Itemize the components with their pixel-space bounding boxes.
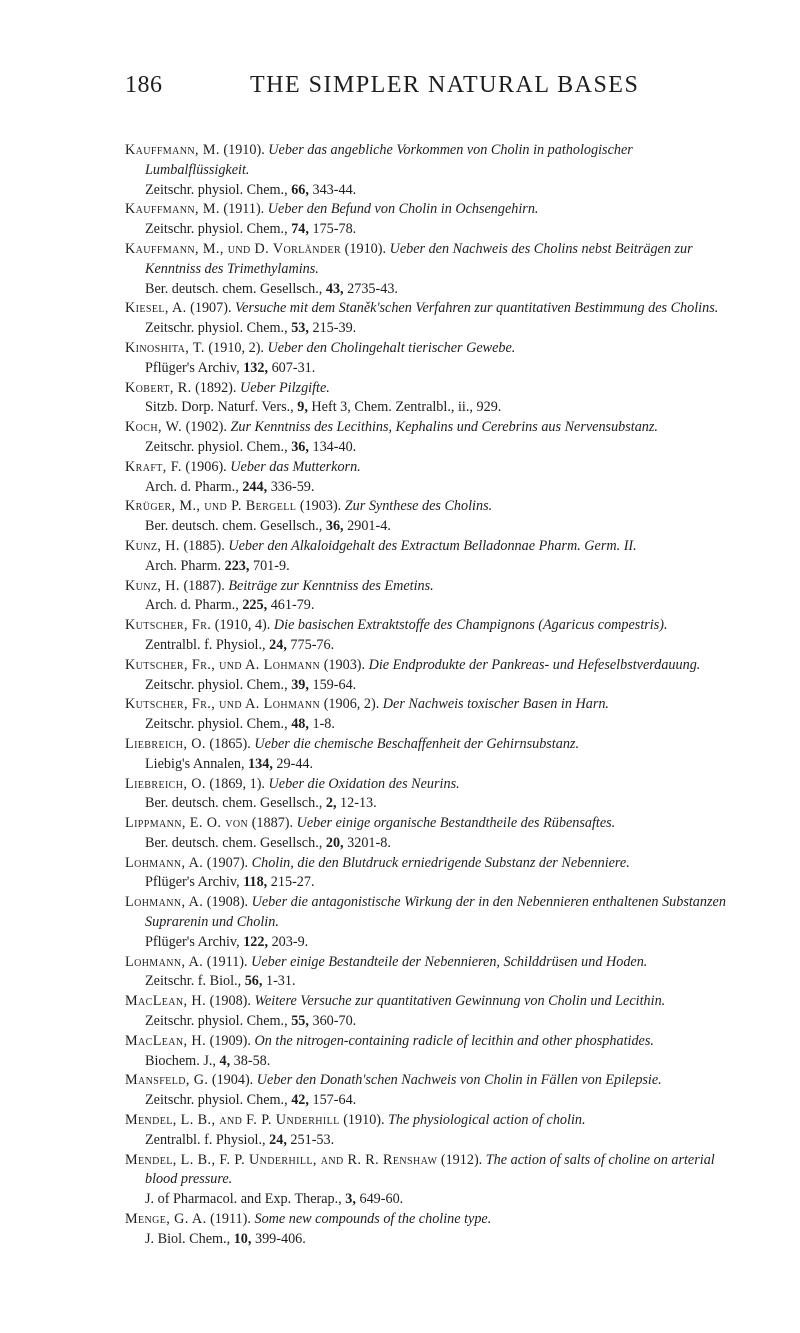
reference-volume: 2, bbox=[325, 795, 337, 812]
reference-author: Kunz, H. bbox=[125, 537, 180, 554]
reference-journal: J. of Pharmacol. and Exp. Therap., bbox=[145, 1191, 342, 1208]
reference-volume: 118, bbox=[243, 874, 268, 891]
reference-journal: Ber. deutsch. chem. Gesellsch., bbox=[145, 518, 323, 535]
reference-pages: 157-64. bbox=[312, 1092, 357, 1109]
reference-source bbox=[125, 794, 740, 814]
reference-author: Kraft, F. bbox=[125, 458, 182, 475]
reference-entry bbox=[125, 299, 740, 339]
reference-source bbox=[125, 478, 740, 498]
reference-source bbox=[125, 1091, 740, 1111]
reference-author: Liebreich, O. bbox=[125, 775, 206, 792]
reference-author: Kauffmann, M. bbox=[125, 142, 220, 158]
reference-title: Ueber den Alkaloidgehalt des Extractum Belladonnae Pharm. Germ. II. bbox=[228, 537, 637, 554]
reference-title: Ueber die chemische Beschaffenheit der Gehirnsubstanz. bbox=[254, 735, 580, 752]
reference-volume: 74, bbox=[291, 221, 309, 238]
reference-pages: 3201-8. bbox=[347, 834, 391, 851]
reference-year: (1902). bbox=[185, 419, 227, 436]
reference-title: Ueber den Cholingehalt tierischer Gewebe. bbox=[267, 339, 516, 356]
reference-year: (1906). bbox=[185, 458, 227, 475]
reference-author: Kutscher, Fr., und A. Lohmann bbox=[125, 656, 321, 673]
reference-year: (1887). bbox=[183, 577, 225, 594]
reference-author: Lohmann, A. bbox=[125, 953, 204, 970]
reference-year: (1903). bbox=[299, 498, 342, 515]
reference-year: (1903). bbox=[323, 656, 366, 673]
reference-year: (1911). bbox=[223, 201, 265, 218]
reference-citation bbox=[125, 992, 740, 1012]
reference-year: (1910, 2). bbox=[208, 339, 264, 356]
reference-volume: 134, bbox=[248, 755, 273, 772]
reference-journal: Zentralbl. f. Physiol., bbox=[145, 636, 266, 653]
reference-pages: 203-9. bbox=[271, 933, 309, 950]
reference-title: Die basischen Extraktstoffe des Champignons (Agaricus compestris). bbox=[273, 617, 668, 634]
reference-title: Ueber Pilzgifte. bbox=[240, 379, 330, 396]
reference-title: Ueber den Donath'schen Nachweis von Cholin in Fällen von Epilepsie. bbox=[256, 1072, 662, 1089]
reference-pages: 2901-4. bbox=[347, 518, 391, 535]
reference-year: (1909). bbox=[209, 1032, 251, 1049]
reference-volume: 9, bbox=[297, 399, 308, 416]
reference-source bbox=[125, 596, 740, 616]
reference-journal: Ber. deutsch. chem. Gesellsch., bbox=[145, 280, 323, 297]
reference-title: Ueber die antagonistische Wirkung der in den Nebennieren enthaltenen Substanzen Suprarenin und Cholin. bbox=[145, 894, 726, 931]
reference-year: (1865). bbox=[209, 735, 251, 752]
reference-author: Krüger, M., und P. Bergell bbox=[125, 498, 297, 515]
reference-pages: 701-9. bbox=[252, 557, 290, 574]
reference-source bbox=[125, 438, 740, 458]
reference-entry bbox=[125, 200, 740, 240]
reference-pages: 607-31. bbox=[271, 359, 316, 376]
reference-year: (1912). bbox=[440, 1151, 483, 1168]
reference-journal: Zeitschr. physiol. Chem., bbox=[145, 320, 288, 337]
running-head: THE SIMPLER NATURAL BASES bbox=[250, 72, 640, 98]
reference-volume: 36, bbox=[291, 438, 309, 455]
reference-entry bbox=[125, 616, 740, 656]
reference-pages: 399-406. bbox=[254, 1230, 306, 1247]
reference-journal: Arch. d. Pharm., bbox=[145, 597, 239, 614]
reference-pages: 336-59. bbox=[270, 478, 315, 495]
reference-author: Lohmann, A. bbox=[125, 854, 204, 871]
reference-entry bbox=[125, 695, 740, 735]
reference-source bbox=[125, 319, 740, 339]
reference-volume: 132, bbox=[243, 359, 269, 376]
reference-title: The physiological action of cholin. bbox=[388, 1112, 586, 1129]
reference-volume: 225, bbox=[242, 597, 268, 614]
reference-source bbox=[125, 181, 740, 201]
reference-volume: 43, bbox=[325, 280, 344, 297]
page-number: 186 bbox=[125, 72, 163, 98]
reference-pages: 175-78. bbox=[312, 221, 357, 238]
reference-source bbox=[125, 834, 740, 854]
reference-journal: Ber. deutsch. chem. Gesellsch., bbox=[145, 834, 323, 851]
reference-entry bbox=[125, 735, 740, 775]
reference-citation bbox=[125, 814, 740, 834]
reference-author: Lohmann, A. bbox=[125, 894, 204, 911]
reference-source bbox=[125, 715, 740, 735]
reference-title: Ueber den Nachweis des Cholins nebst Beiträgen zur Kenntniss des Trimethylamins. bbox=[145, 240, 693, 277]
reference-pages: 1-31. bbox=[265, 973, 296, 990]
reference-entry bbox=[125, 339, 740, 379]
reference-pages: 343-44. bbox=[312, 181, 357, 198]
reference-source bbox=[125, 933, 740, 953]
reference-author: Kutscher, Fr., und A. Lohmann bbox=[125, 696, 321, 713]
reference-volume: 55, bbox=[291, 1013, 309, 1030]
reference-entry bbox=[125, 379, 740, 419]
reference-year: (1910, 4). bbox=[214, 617, 271, 634]
reference-year: (1910). bbox=[344, 240, 387, 257]
reference-journal: Zeitschr. physiol. Chem., bbox=[145, 181, 288, 198]
reference-entry bbox=[125, 418, 740, 458]
reference-pages: 29-44. bbox=[276, 755, 314, 772]
reference-pages: Heft 3, Chem. Zentralbl., ii., 929. bbox=[311, 399, 502, 416]
reference-title: Some new compounds of the choline type. bbox=[254, 1211, 492, 1228]
reference-pages: 215-27. bbox=[270, 874, 315, 891]
reference-year: (1908). bbox=[209, 993, 251, 1010]
reference-journal: Ber. deutsch. chem. Gesellsch., bbox=[145, 795, 323, 812]
reference-journal: J. Biol. Chem., bbox=[145, 1230, 231, 1247]
reference-entry bbox=[125, 1210, 740, 1250]
reference-journal: Zeitschr. physiol. Chem., bbox=[145, 1092, 288, 1109]
reference-entry bbox=[125, 1071, 740, 1111]
reference-title: The action of salts of choline on arterial blood pressure. bbox=[145, 1151, 715, 1188]
reference-title: Zur Kenntniss des Lecithins, Kephalins und Cerebrins aus Nervensubstanz. bbox=[230, 419, 658, 436]
reference-citation bbox=[125, 616, 740, 636]
reference-source bbox=[125, 1230, 740, 1250]
reference-pages: 1-8. bbox=[312, 716, 335, 733]
reference-pages: 2735-43. bbox=[347, 280, 398, 297]
reference-year: (1907). bbox=[206, 854, 249, 871]
reference-author: Kobert, R. bbox=[125, 379, 192, 396]
reference-source bbox=[125, 676, 740, 696]
reference-title: Versuche mit dem Staněk'schen Verfahren zur quantitativen Bestimmung des Cholins. bbox=[235, 300, 719, 317]
reference-year: (1869, 1). bbox=[209, 775, 265, 792]
reference-pages: 649-60. bbox=[359, 1191, 404, 1208]
reference-year: (1887). bbox=[251, 815, 294, 832]
reference-citation bbox=[125, 537, 740, 557]
reference-pages: 360-70. bbox=[312, 1013, 357, 1030]
reference-pages: 215-39. bbox=[312, 320, 357, 337]
reference-entry bbox=[125, 1111, 740, 1151]
reference-citation bbox=[125, 1032, 740, 1052]
reference-title: Ueber einige Bestandteile der Nebennieren, Schilddrüsen und Hoden. bbox=[251, 953, 648, 970]
reference-journal: Zeitschr. physiol. Chem., bbox=[145, 716, 288, 733]
reference-title: Die Endprodukte der Pankreas- und Hefeselbstverdauung. bbox=[368, 656, 701, 673]
reference-pages: 775-76. bbox=[290, 636, 335, 653]
reference-year: (1904). bbox=[211, 1072, 254, 1089]
reference-author: Kutscher, Fr. bbox=[125, 617, 212, 634]
reference-journal: Zeitschr. physiol. Chem., bbox=[145, 1013, 288, 1030]
reference-source bbox=[125, 398, 740, 418]
reference-author: Koch, W. bbox=[125, 419, 183, 436]
reference-year: (1910). bbox=[223, 142, 265, 158]
reference-volume: 42, bbox=[291, 1092, 309, 1109]
reference-volume: 56, bbox=[244, 973, 263, 990]
reference-entry bbox=[125, 577, 740, 617]
reference-author: MacLean, H. bbox=[125, 993, 207, 1010]
reference-title: Ueber das Mutterkorn. bbox=[230, 458, 361, 475]
reference-source bbox=[125, 1012, 740, 1032]
reference-journal: Arch. Pharm. bbox=[145, 557, 222, 574]
reference-title: Weitere Versuche zur quantitativen Gewinnung von Cholin und Lecithin. bbox=[254, 993, 666, 1010]
reference-list bbox=[125, 141, 740, 1250]
reference-journal: Sitzb. Dorp. Naturf. Vers., bbox=[145, 399, 294, 416]
reference-citation bbox=[125, 577, 740, 597]
reference-citation bbox=[125, 379, 740, 399]
reference-volume: 223, bbox=[224, 557, 250, 574]
reference-author: Mendel, L. B., and F. P. Underhill bbox=[125, 1112, 340, 1129]
reference-source bbox=[125, 755, 740, 775]
reference-source bbox=[125, 1052, 740, 1072]
reference-volume: 122, bbox=[243, 933, 269, 950]
reference-title: On the nitrogen-containing radicle of lecithin and other phosphatides. bbox=[254, 1032, 654, 1049]
reference-entry bbox=[125, 141, 740, 200]
reference-volume: 10, bbox=[233, 1230, 252, 1247]
reference-volume: 53, bbox=[291, 320, 309, 337]
reference-citation bbox=[125, 1111, 740, 1131]
reference-year: (1910). bbox=[343, 1112, 385, 1129]
reference-author: MacLean, H. bbox=[125, 1032, 207, 1049]
reference-entry bbox=[125, 1032, 740, 1072]
reference-pages: 134-40. bbox=[312, 438, 357, 455]
reference-entry bbox=[125, 537, 740, 577]
reference-year: (1911). bbox=[206, 953, 248, 970]
reference-citation bbox=[125, 953, 740, 973]
reference-volume: 48, bbox=[291, 716, 309, 733]
reference-citation bbox=[125, 893, 740, 933]
reference-entry bbox=[125, 1151, 740, 1210]
reference-entry bbox=[125, 893, 740, 952]
reference-source bbox=[125, 557, 740, 577]
reference-entry bbox=[125, 240, 740, 299]
reference-volume: 20, bbox=[325, 834, 344, 851]
page-header bbox=[125, 72, 725, 112]
reference-author: Liebreich, O. bbox=[125, 735, 206, 752]
reference-author: Menge, G. A. bbox=[125, 1211, 207, 1228]
reference-title: Ueber den Befund von Cholin in Ochsengehirn. bbox=[267, 201, 539, 218]
reference-source bbox=[125, 359, 740, 379]
reference-citation bbox=[125, 695, 740, 715]
reference-citation bbox=[125, 1151, 740, 1191]
reference-citation bbox=[125, 656, 740, 676]
reference-journal: Zentralbl. f. Physiol., bbox=[145, 1131, 266, 1148]
reference-volume: 66, bbox=[291, 181, 309, 198]
reference-year: (1906, 2). bbox=[323, 696, 380, 713]
reference-year: (1911). bbox=[210, 1211, 251, 1228]
reference-citation bbox=[125, 240, 740, 280]
reference-journal: Biochem. J., bbox=[145, 1052, 216, 1069]
reference-journal: Pflüger's Archiv, bbox=[145, 359, 240, 376]
reference-year: (1907). bbox=[190, 300, 232, 317]
reference-source bbox=[125, 972, 740, 992]
reference-author: Kauffmann, M., und D. Vorländer bbox=[125, 240, 342, 257]
reference-citation bbox=[125, 200, 740, 220]
reference-author: Kinoshita, T. bbox=[125, 339, 205, 356]
reference-citation bbox=[125, 735, 740, 755]
reference-volume: 3, bbox=[345, 1191, 356, 1208]
reference-entry bbox=[125, 953, 740, 993]
reference-citation bbox=[125, 1210, 740, 1230]
reference-pages: 12-13. bbox=[340, 795, 377, 812]
reference-citation bbox=[125, 458, 740, 478]
reference-journal: Liebig's Annalen, bbox=[145, 755, 245, 772]
reference-year: (1892). bbox=[195, 379, 237, 396]
reference-author: Lippmann, E. O. von bbox=[125, 815, 249, 832]
reference-citation bbox=[125, 418, 740, 438]
reference-journal: Pflüger's Archiv, bbox=[145, 874, 240, 891]
reference-entry bbox=[125, 497, 740, 537]
reference-author: Kunz, H. bbox=[125, 577, 180, 594]
reference-year: (1908). bbox=[206, 894, 249, 911]
reference-journal: Zeitschr. f. Biol., bbox=[145, 973, 242, 990]
reference-journal: Zeitschr. physiol. Chem., bbox=[145, 438, 288, 455]
reference-title: Beiträge zur Kenntniss des Emetins. bbox=[228, 577, 434, 594]
reference-author: Kauffmann, M. bbox=[125, 201, 220, 218]
reference-author: Kiesel, A. bbox=[125, 300, 187, 317]
reference-entry bbox=[125, 458, 740, 498]
reference-source bbox=[125, 1131, 740, 1151]
reference-entry bbox=[125, 992, 740, 1032]
reference-source bbox=[125, 280, 740, 300]
reference-volume: 244, bbox=[242, 478, 268, 495]
reference-entry bbox=[125, 656, 740, 696]
reference-citation bbox=[125, 854, 740, 874]
reference-source bbox=[125, 1190, 740, 1210]
reference-title: Cholin, die den Blutdruck erniedrigende Substanz der Nebenniere. bbox=[251, 854, 630, 871]
reference-volume: 36, bbox=[325, 518, 344, 535]
reference-citation bbox=[125, 339, 740, 359]
reference-author: Mendel, L. B., F. P. Underhill, and R. R. Renshaw bbox=[125, 1151, 438, 1168]
reference-source bbox=[125, 517, 740, 537]
reference-title: Ueber einige organische Bestandtheile des Rübensaftes. bbox=[296, 815, 616, 832]
reference-citation bbox=[125, 497, 740, 517]
reference-title: Zur Synthese des Cholins. bbox=[344, 498, 493, 515]
reference-entry bbox=[125, 814, 740, 854]
reference-volume: 39, bbox=[291, 676, 309, 693]
reference-title: Ueber das angebliche Vorkommen von Cholin in pathologischer Lumbalflüssigkeit. bbox=[145, 142, 633, 178]
reference-source bbox=[125, 220, 740, 240]
reference-year: (1885). bbox=[183, 537, 225, 554]
reference-pages: 159-64. bbox=[312, 676, 357, 693]
reference-volume: 4, bbox=[219, 1052, 231, 1069]
reference-journal: Pflüger's Archiv, bbox=[145, 933, 240, 950]
reference-citation bbox=[125, 299, 740, 319]
reference-title: Ueber die Oxidation des Neurins. bbox=[268, 775, 460, 792]
reference-citation bbox=[125, 141, 740, 181]
reference-source bbox=[125, 636, 740, 656]
reference-entry bbox=[125, 775, 740, 815]
reference-source bbox=[125, 873, 740, 893]
reference-journal: Zeitschr. physiol. Chem., bbox=[145, 676, 288, 693]
reference-author: Mansfeld, G. bbox=[125, 1072, 209, 1089]
reference-citation bbox=[125, 775, 740, 795]
reference-pages: 251-53. bbox=[290, 1131, 335, 1148]
reference-pages: 461-79. bbox=[270, 597, 315, 614]
reference-entry bbox=[125, 854, 740, 894]
reference-citation bbox=[125, 1071, 740, 1091]
reference-journal: Arch. d. Pharm., bbox=[145, 478, 239, 495]
reference-volume: 24, bbox=[269, 1131, 287, 1148]
reference-journal: Zeitschr. physiol. Chem., bbox=[145, 221, 288, 238]
reference-volume: 24, bbox=[269, 636, 287, 653]
reference-title: Der Nachweis toxischer Basen in Harn. bbox=[382, 696, 609, 713]
reference-pages: 38-58. bbox=[233, 1052, 271, 1069]
